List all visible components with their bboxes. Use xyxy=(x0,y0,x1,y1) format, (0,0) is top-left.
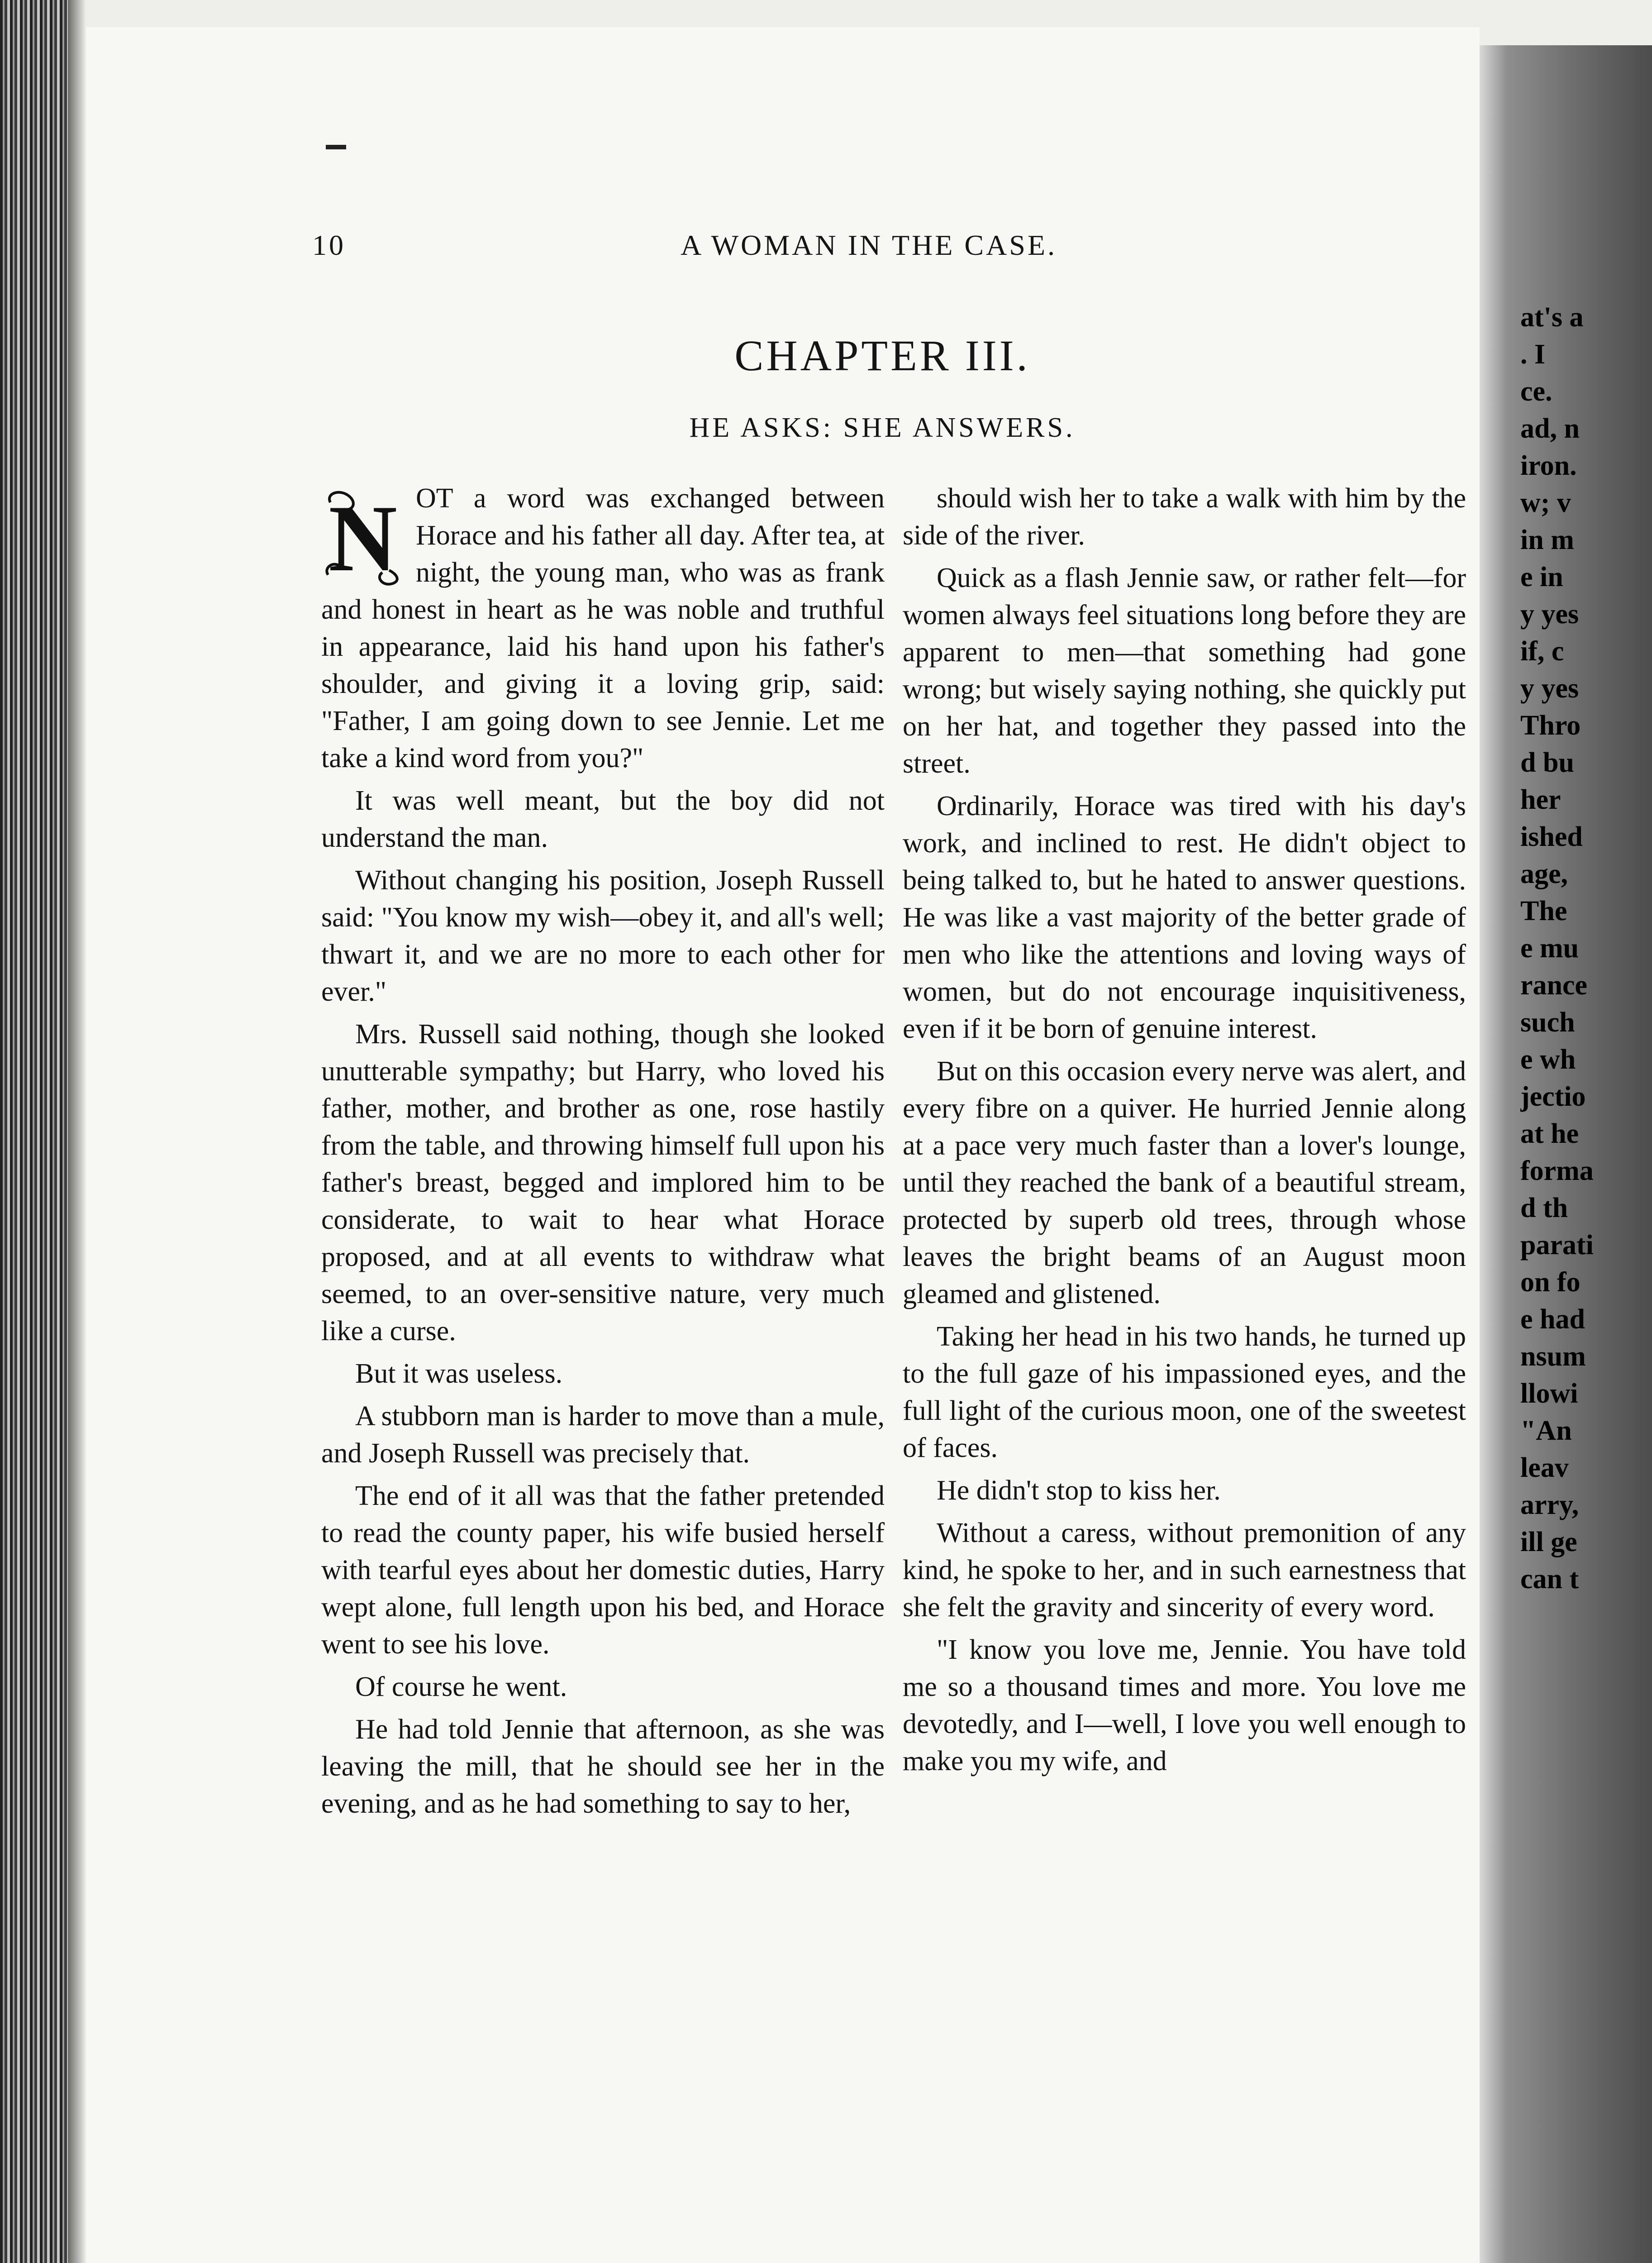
paragraph: Without a caress, without premonition of any kind, he spoke to her, and in such earnestness that she felt the gravity and sincerity of every word. xyxy=(903,1518,1466,1623)
running-head xyxy=(312,229,1489,265)
printer-mark xyxy=(326,145,346,149)
facing-page-text xyxy=(1520,299,1652,1598)
ornament-n-icon xyxy=(321,484,405,586)
facing-page-line: ad, n xyxy=(1520,413,1580,444)
facing-page-line: parati xyxy=(1520,1230,1594,1260)
facing-page-line: y yes xyxy=(1520,599,1579,630)
facing-page-line: w; v xyxy=(1520,487,1571,518)
facing-page-line: her xyxy=(1520,784,1561,815)
facing-page-line: arry, xyxy=(1520,1490,1579,1520)
facing-page-line: in m xyxy=(1520,525,1574,555)
book-spine xyxy=(0,0,68,2263)
facing-page-line: can t xyxy=(1520,1564,1579,1595)
facing-page-line: ce. xyxy=(1520,376,1552,407)
facing-page-line: forma xyxy=(1520,1155,1594,1186)
paragraph: It was well meant, but the boy did not understand the man. xyxy=(321,785,885,853)
facing-page-line: y yes xyxy=(1520,673,1579,704)
running-title: A WOMAN IN THE CASE. xyxy=(681,229,1057,261)
chapter-subtitle: HE ASKS: SHE ANSWERS. xyxy=(689,412,1076,443)
page-number: 10 xyxy=(312,229,346,261)
right-column xyxy=(903,480,1466,1785)
facing-page-line: Thro xyxy=(1520,710,1581,741)
facing-page-line: ished xyxy=(1520,821,1583,852)
paragraph: A stubborn man is harder to move than a mule, and Joseph Russell was precisely that. xyxy=(321,1401,885,1469)
facing-page-line: . I xyxy=(1520,339,1546,370)
paragraph: Ordinarily, Horace was tired with his day's work, and inclined to rest. He didn't object to being talked to, but he hated to answer questions. He was like a vast majority of the better grade of men who like the attentions and loving ways of women, but do not encourage inquisitiveness, even if it be born of genuine interest. xyxy=(903,791,1466,1044)
paragraph: Mrs. Russell said nothing, though she looked unutterable sympathy; but Harry, who loved his father, mother, and brother as one, rose hastily from the table, and throwing himself full upon his father's breast, begged and implored him to be considerate, to wait to hear what Horace proposed, and at all events to withdraw what seemed, to an over-sensitive nature, very much like a curse. xyxy=(321,1019,885,1346)
paragraph: Of course he went. xyxy=(355,1671,567,1702)
spine-shadow xyxy=(68,0,86,2263)
facing-page-line: llowi xyxy=(1520,1378,1578,1409)
dropcap-ornament xyxy=(321,484,405,586)
facing-page-line: if, c xyxy=(1520,636,1564,667)
facing-page-line: d th xyxy=(1520,1193,1568,1223)
facing-page-line: e wh xyxy=(1520,1044,1576,1075)
paragraph: should wish her to take a walk with him by the side of the river. xyxy=(903,483,1466,551)
facing-page-line: nsum xyxy=(1520,1341,1586,1372)
paragraph: Without changing his position, Joseph Russell said: "You know my wish—obey it, and all's well; thwart it, and we are no more to each other for ever." xyxy=(321,865,885,1007)
paragraph: Taking her head in his two hands, he turned up to the full gaze of his impassioned eyes, and the full light of the curious moon, one of the sweetest of faces. xyxy=(903,1321,1466,1463)
facing-page-line: leav xyxy=(1520,1452,1569,1483)
svg-text:N: N xyxy=(328,486,397,586)
paragraph: But on this occasion every nerve was alert, and every fibre on a quiver. He hurried Jennie along at a pace very much faster than a lover's lounge, until they reached the bank of a beautiful stream, protected by superb old trees, through whose leaves the bright beams of an August moon gleamed and glistened. xyxy=(903,1056,1466,1309)
facing-page-line: such xyxy=(1520,1007,1575,1038)
facing-page-line: e had xyxy=(1520,1304,1585,1335)
paragraph: But it was useless. xyxy=(355,1358,563,1389)
facing-page-line: "An xyxy=(1520,1415,1572,1446)
paragraph: OT a word was exchanged between Horace and his father all day. After tea, at night, the young man, who was as frank and honest in heart as he was noble and truthful in appearance, laid his hand upon his father's shoulder, and giving it a loving grip, said: "Father, I am going down to see Jennie. Let me take a kind word from you?" xyxy=(321,483,885,773)
chapter-title: CHAPTER III. xyxy=(734,331,1030,380)
paragraph: He didn't stop to kiss her. xyxy=(937,1475,1221,1506)
left-column xyxy=(321,480,885,1828)
facing-page-line: at's a xyxy=(1520,302,1584,333)
facing-page-line: ill ge xyxy=(1520,1527,1577,1557)
facing-page-line: iron. xyxy=(1520,450,1577,481)
facing-page-line: age, xyxy=(1520,859,1568,889)
facing-page-line: on fo xyxy=(1520,1267,1581,1298)
facing-page-line: jectio xyxy=(1520,1081,1586,1112)
paragraph: He had told Jennie that afternoon, as she was leaving the mill, that he should see her in the evening, and as he had something to say to her, xyxy=(321,1714,885,1819)
paragraph: "I know you love me, Jennie. You have told me so a thousand times and more. You love me devotedly, and I—well, I love you well enough to make you my wife, and xyxy=(903,1634,1466,1776)
facing-page-line: rance xyxy=(1520,970,1588,1001)
paragraph: The end of it all was that the father pretended to read the county paper, his wife busied herself with tearful eyes about her domestic duties, Harry wept alone, full length upon his bed, and Horace went to see his love. xyxy=(321,1480,885,1660)
facing-page-line: e in xyxy=(1520,562,1563,592)
facing-page-line: d bu xyxy=(1520,747,1574,778)
facing-page-line: at he xyxy=(1520,1118,1579,1149)
facing-page-line: The xyxy=(1520,896,1567,926)
facing-page-line: e mu xyxy=(1520,933,1579,964)
paragraph: Quick as a flash Jennie saw, or rather felt—for women always feel situations long before they are apparent to men—that something had gone wrong; but wisely saying nothing, she quickly put on her hat, and together they passed into the street. xyxy=(903,563,1466,779)
